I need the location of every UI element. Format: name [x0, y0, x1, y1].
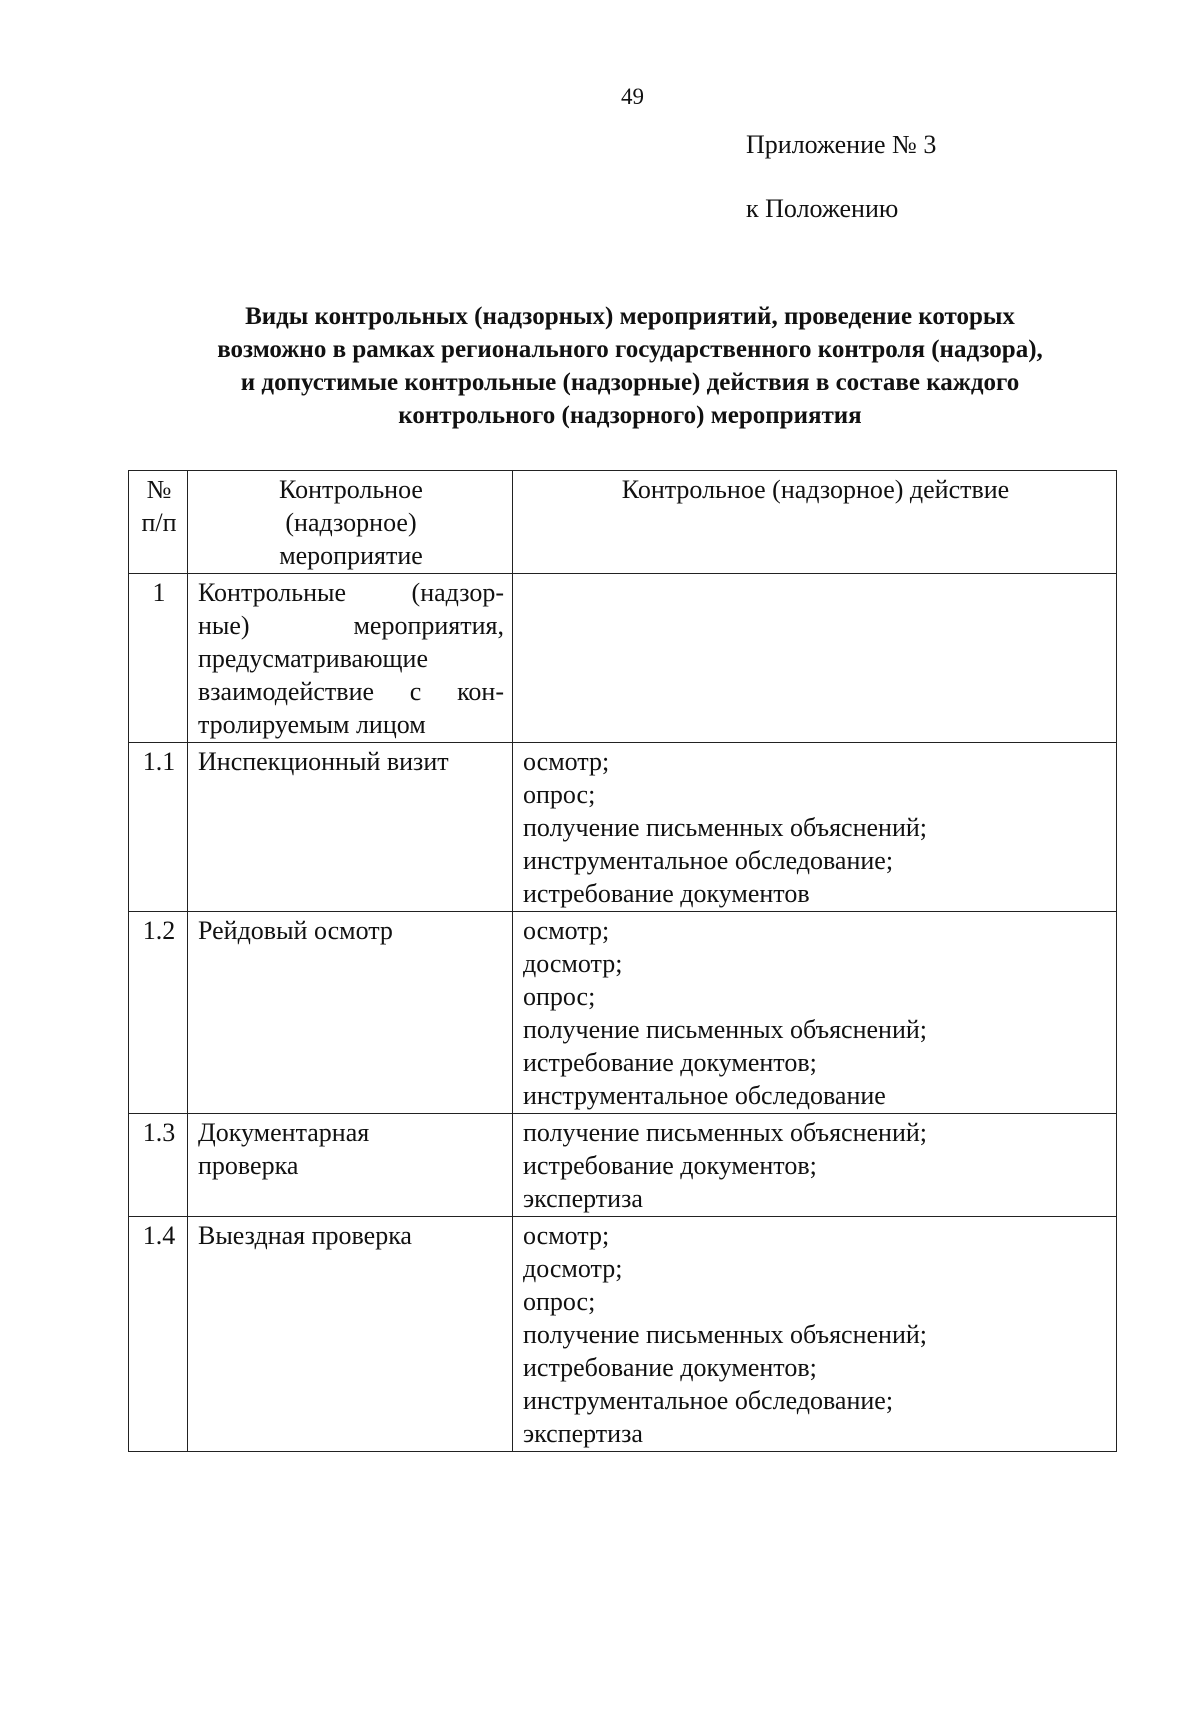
event-line: ные) мероприятия, [198, 611, 504, 640]
event-line: проверка [198, 1151, 299, 1180]
action-item: досмотр; [523, 949, 623, 978]
action-item: осмотр; [523, 1221, 610, 1250]
title-line: и допустимые контрольные (надзорные) действия в составе каждого [240, 369, 1020, 396]
action-item: инструментальное обследование; [523, 846, 894, 875]
title-line: возможно в рамках регионального государственного контроля (надзора), [217, 336, 1043, 363]
row-num: 1 [129, 574, 188, 743]
action-item: экспертиза [523, 1184, 643, 1213]
action-item: получение письменных объяснений; [523, 1118, 927, 1147]
action-item: экспертиза [523, 1419, 643, 1448]
action-item: инструментальное обследование; [523, 1386, 894, 1415]
table-row [129, 912, 1117, 1114]
header-event-line: (надзорное) [285, 508, 417, 537]
header-action: Контрольное (надзорное) действие [513, 471, 1117, 574]
event-line: тролируемым лицом [198, 710, 426, 739]
action-item: получение письменных объяснений; [523, 1015, 927, 1044]
table-row [129, 1114, 1117, 1217]
appendix-sub: к Положению [746, 194, 899, 223]
title-line: Виды контрольных (надзорных) мероприятий, проведение которых [245, 303, 1015, 330]
event-line: предусматривающие [198, 644, 428, 673]
measures-table [128, 470, 1117, 1452]
action-item: осмотр; [523, 747, 610, 776]
appendix-label: Приложение № 3 [746, 130, 937, 159]
event-line: Рейдовый осмотр [198, 916, 393, 945]
action-item: инструментальное обследование [523, 1081, 886, 1110]
action-item: опрос; [523, 780, 596, 809]
header-num-line: п/п [141, 508, 177, 537]
action-item: досмотр; [523, 1254, 623, 1283]
document-title [130, 300, 1130, 432]
row-event [188, 1114, 513, 1217]
title-line: контрольного (надзорного) мероприятия [398, 402, 862, 429]
table-header-row [129, 471, 1117, 574]
event-line: Выездная проверка [198, 1221, 412, 1250]
row-num: 1.3 [129, 1114, 188, 1217]
row-actions [513, 1114, 1117, 1217]
row-actions [513, 743, 1117, 912]
action-item: истребование документов; [523, 1151, 817, 1180]
row-actions [513, 912, 1117, 1114]
row-actions [513, 1217, 1117, 1452]
row-num: 1.2 [129, 912, 188, 1114]
page-number: 49 [621, 84, 644, 109]
event-line: взаимодействие с кон- [198, 677, 504, 706]
event-line: Контрольные (надзор- [198, 578, 504, 607]
header-num [129, 471, 188, 574]
row-event [188, 743, 513, 912]
row-event [188, 912, 513, 1114]
action-item: осмотр; [523, 916, 610, 945]
action-item: опрос; [523, 1287, 596, 1316]
action-item: истребование документов [523, 879, 810, 908]
action-item: опрос; [523, 982, 596, 1011]
header-event-line: мероприятие [279, 541, 423, 570]
table-row [129, 1217, 1117, 1452]
header-num-line: № [146, 475, 172, 504]
header-event [188, 471, 513, 574]
row-num: 1.1 [129, 743, 188, 912]
action-item: получение письменных объяснений; [523, 1320, 927, 1349]
header-event-line: Контрольное [279, 475, 423, 504]
event-line: Документарная [198, 1118, 370, 1147]
action-item: истребование документов; [523, 1353, 817, 1382]
action-item: получение письменных объяснений; [523, 813, 927, 842]
row-event [188, 1217, 513, 1452]
row-actions [513, 574, 1117, 743]
action-item: истребование документов; [523, 1048, 817, 1077]
row-event [188, 574, 513, 743]
event-line: Инспекционный визит [198, 747, 449, 776]
table-row [129, 743, 1117, 912]
row-num: 1.4 [129, 1217, 188, 1452]
table-row [129, 574, 1117, 743]
